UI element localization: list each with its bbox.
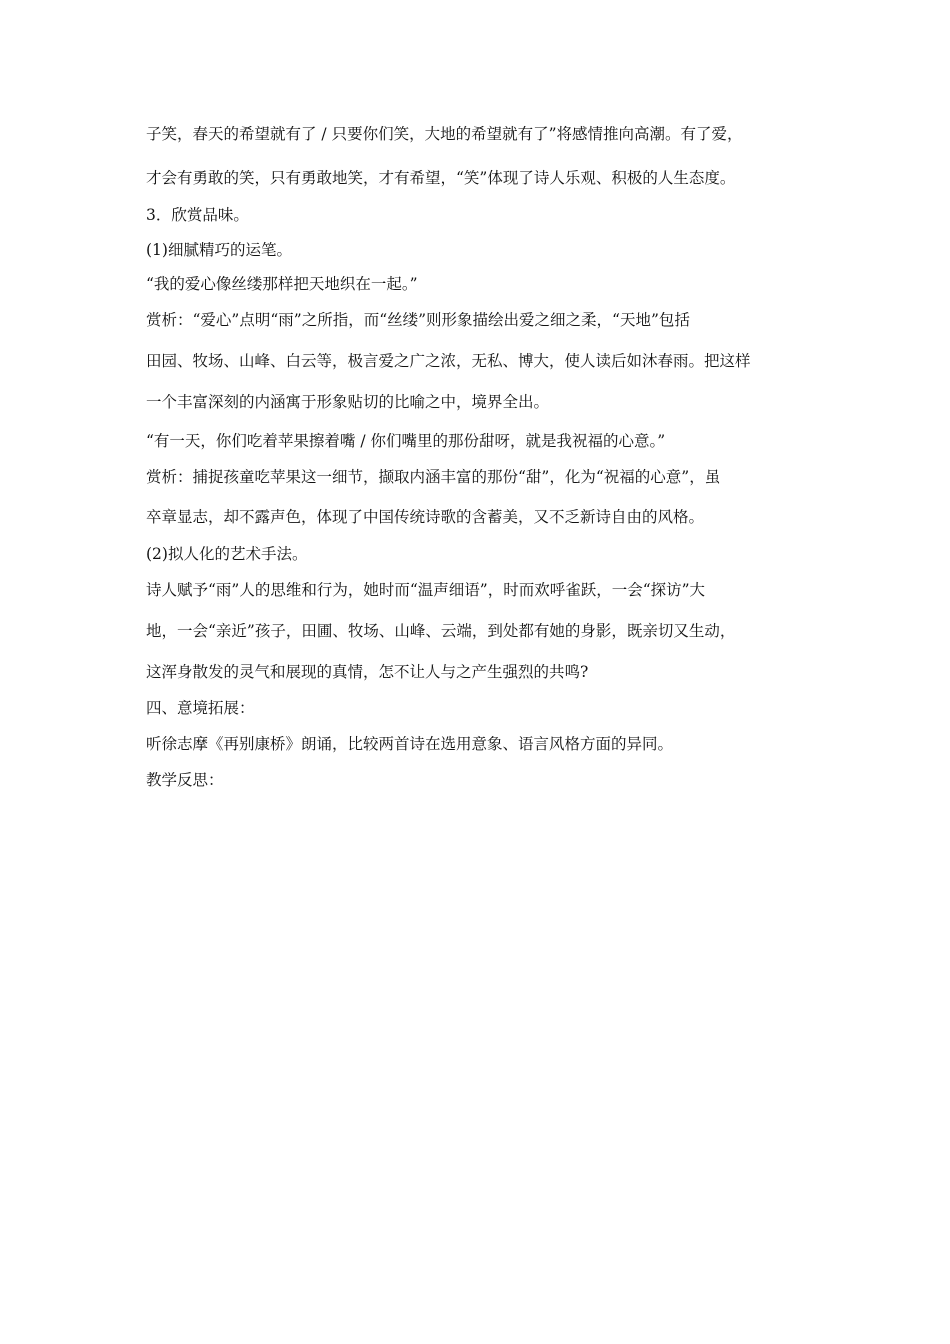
analysis-line-5: 卒章显志，却不露声色，体现了中国传统诗歌的含蓄美，又不乏新诗自由的风格。 bbox=[146, 508, 705, 526]
analysis-line-1: 赏析：“爱心”点明“雨”之所指，而“丝缕”则形象描绘出爱之细之柔，“天地”包括 bbox=[146, 311, 690, 329]
subheading-delicate-writing: (1)细腻精巧的运笔。 bbox=[146, 241, 292, 259]
quote-line-2: “有一天，你们吃着苹果擦着嘴 / 你们嘴里的那份甜呀，就是我祝福的心意。” bbox=[146, 432, 666, 450]
body-line-2: 地，一会“亲近”孩子，田圃、牧场、山峰、云端，到处都有她的身影，既亲切又生动， bbox=[146, 622, 736, 640]
teaching-reflection-heading: 教学反思： bbox=[146, 771, 224, 789]
analysis-line-2: 田园、牧场、山峰、白云等，极言爱之广之浓，无私、博大，使人读后如沐春雨。把这样 bbox=[146, 352, 751, 370]
text-line-1: 子笑，春天的希望就有了 / 只要你们笑，大地的希望就有了”将感情推向高潮。有了爱， bbox=[146, 125, 743, 143]
section-heading-extension: 四、意境拓展： bbox=[146, 699, 255, 717]
text-line-2: 才会有勇敢的笑，只有勇敢地笑，才有希望，“笑”体现了诗人乐观、积极的人生态度。 bbox=[146, 169, 736, 187]
subheading-personification: (2)拟人化的艺术手法。 bbox=[146, 545, 308, 563]
analysis-line-3: 一个丰富深刻的内涵寓于形象贴切的比喻之中，境界全出。 bbox=[146, 393, 550, 411]
quote-line-1: “我的爱心像丝缕那样把天地织在一起。” bbox=[146, 275, 418, 293]
section-heading-appreciation: 3．欣赏品味。 bbox=[146, 206, 249, 224]
body-line-3: 这浑身散发的灵气和展现的真情，怎不让人与之产生强烈的共鸣? bbox=[146, 663, 589, 681]
analysis-line-4: 赏析：捕捉孩童吃苹果这一细节，撷取内涵丰富的那份“甜”，化为“祝福的心意”，虽 bbox=[146, 468, 721, 486]
body-line-4: 听徐志摩《再别康桥》朗诵，比较两首诗在选用意象、语言风格方面的异同。 bbox=[146, 735, 674, 753]
body-line-1: 诗人赋予“雨”人的思维和行为，她时而“温声细语”，时而欢呼雀跃，一会“探访”大 bbox=[146, 581, 706, 599]
